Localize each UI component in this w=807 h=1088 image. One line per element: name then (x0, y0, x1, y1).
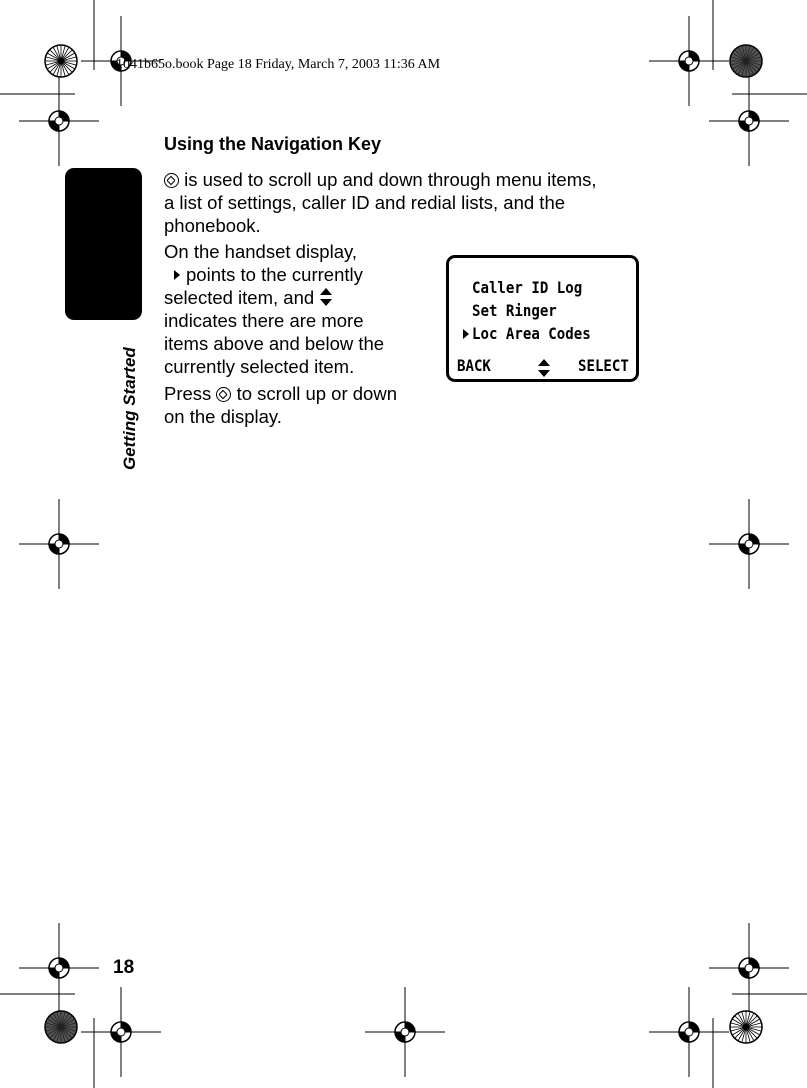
registration-target-icon (365, 987, 445, 1077)
menu-item-loc-area-codes: Loc Area Codes (472, 324, 591, 343)
section-heading: Using the Navigation Key (164, 134, 382, 154)
paragraph-press (164, 382, 397, 428)
paragraph-nav-key (164, 168, 597, 237)
para2-line5: items above and below the (164, 333, 385, 354)
sunburst-color-bar-icon (730, 45, 762, 77)
registration-target-icon (649, 987, 729, 1077)
nav-key-icon (164, 173, 179, 188)
para3-line1: to scroll up or down (236, 383, 397, 404)
menu-item-caller-id-log: Caller ID Log (472, 278, 583, 297)
selection-pointer-icon (463, 329, 469, 339)
para1-line2: a list of settings, caller ID and redial lists, and the (164, 192, 566, 213)
registration-target-icon (19, 499, 99, 589)
section-tab-block (65, 168, 142, 320)
registration-target-icon (19, 923, 99, 1013)
softkey-select: SELECT (578, 356, 629, 375)
display-scroll-arrows-icon (537, 359, 551, 377)
registration-target-icon (81, 987, 161, 1077)
pointer-triangle-icon (174, 270, 180, 280)
nav-key-icon (216, 387, 231, 402)
softkey-back: BACK (457, 356, 491, 375)
registration-target-icon (649, 16, 729, 106)
page-number: 18 (113, 957, 135, 978)
menu-item-set-ringer: Set Ringer (472, 301, 557, 320)
section-tab-label: Getting Started (120, 347, 139, 470)
registration-target-icon (19, 76, 99, 166)
para3-line2: on the display. (164, 406, 282, 427)
para2-line2: points to the currently (186, 264, 363, 285)
paragraph-display (164, 240, 384, 378)
sunburst-color-bar-icon (730, 1011, 762, 1043)
para2-line3: selected item, and (164, 287, 315, 308)
para2-line6: currently selected item. (164, 356, 355, 377)
print-header: 1041b65o.book Page 18 Friday, March 7, 2003 11:36 AM (116, 57, 441, 72)
para3-press: Press (164, 383, 212, 404)
para1-line3: phonebook. (164, 215, 261, 236)
para2-line1: On the handset display, (164, 241, 358, 262)
para2-line4: indicates there are more (164, 310, 364, 331)
scroll-arrows-icon (319, 288, 333, 306)
sunburst-color-bar-icon (45, 45, 77, 77)
sunburst-color-bar-icon (45, 1011, 77, 1043)
para1-line1: is used to scroll up and down through menu items, (184, 169, 597, 190)
registration-target-icon (709, 499, 789, 589)
registration-target-icon (709, 76, 789, 166)
registration-target-icon (709, 923, 789, 1013)
handset-display (446, 255, 639, 382)
